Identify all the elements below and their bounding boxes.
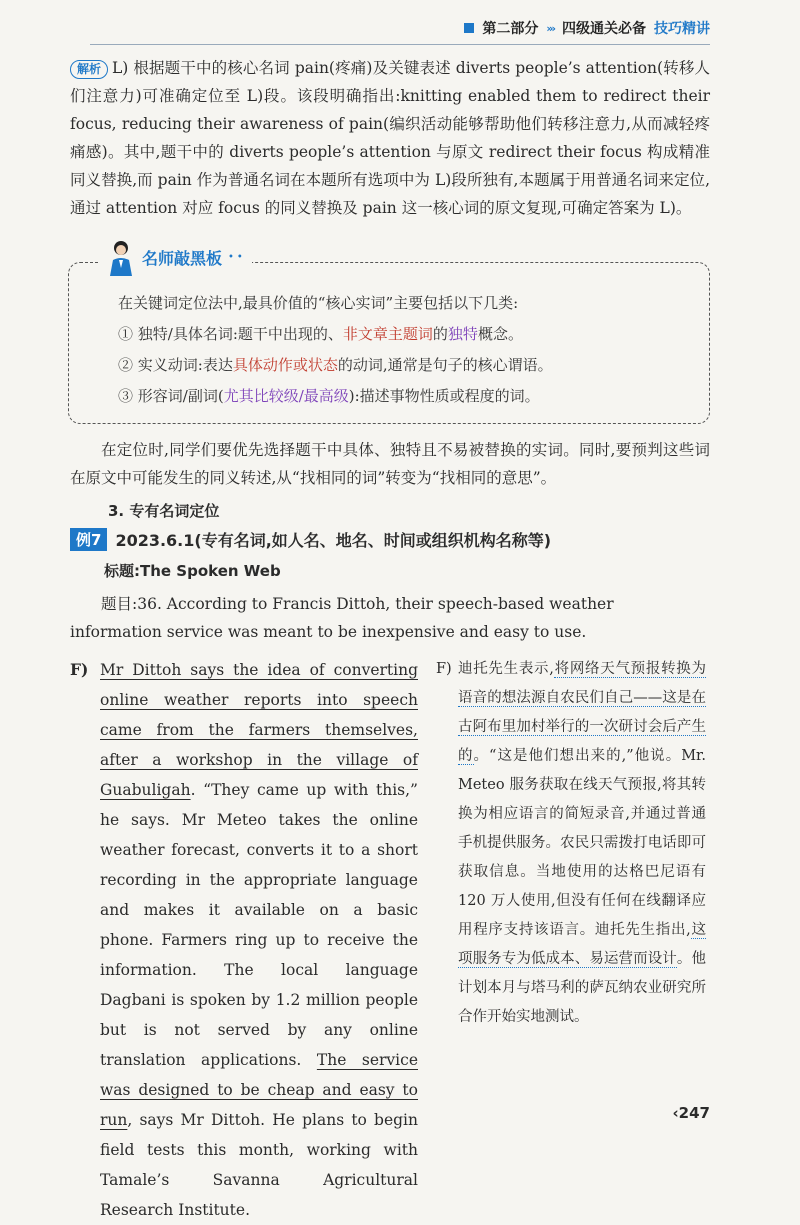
item1-text-3: 概念。 (477, 325, 523, 343)
teacher-avatar-icon (106, 238, 136, 276)
analysis-paragraph (70, 54, 710, 222)
board-title: 名师敲黑板 (142, 248, 223, 268)
board-intro: 在关键词定位法中,最具价值的“核心实词”主要包括以下几类: (118, 294, 519, 312)
header-title: 四级通关必备 (562, 21, 646, 37)
analysis-text: L) 根据题干中的核心名词 pain(疼痛)及关键表述 diverts people’s attention(转移人们注意力)可准确定位至 L)段。该段明确指出:knitting enabled them to redirect their focus, reducing their awareness of pain(编织活动能够帮助他们转移注意力,从而减轻疼痛感)。其中,题干中的 diverts people’s attention 与原文 redirect their focus 构成精准同义替换,而 pain 作为普通名词在本题所有选项中为 L)段所独有,本题属于用普通名词来定位,通过 attention 对应 focus 的同义替换及 pain 这一核心词的原文复现,可确定答案为 L)。 (70, 59, 710, 217)
para-cn-e: 。他计划本月与塔马利的萨瓦纳农业研究所合作开始实地测试。 (458, 951, 706, 1025)
section-heading: 3. 专有名词定位 (108, 502, 220, 520)
item1-text-2: 的 (432, 325, 448, 343)
board-item-3 (118, 385, 540, 406)
item3-text: ③ 形容词/副词( (118, 387, 224, 405)
after-board-paragraph: 在定位时,同学们要优先选择题干中具体、独特且不易被替换的实词。同时,要预判这些词在原文中可能发生的同义转述,从“找相同的词”转变为“找相同的意思”。 (70, 441, 710, 487)
example-text: 2023.6.1(专有名词,如人名、地名、时间或组织机构名称等) (115, 531, 552, 550)
item3-highlight: 尤其比较级/最高级 (223, 387, 349, 405)
para-cn-a: 迪托先生表示, (458, 661, 554, 677)
item2-highlight: 具体动作或状态 (232, 356, 338, 374)
item3-text-2: ):描述事物性质或程度的词。 (348, 387, 540, 405)
running-header (464, 18, 710, 38)
underlined-sentence-2: The service was designed to be cheap and easy to run (100, 1051, 418, 1129)
para-cn-highlight-1: 将网络天气预报转换为语音的想法源自农民们自己——这是在古阿布里加村举行的一次研讨会后产生的 (458, 661, 707, 764)
item1-text: ① 独特/具体名词:题干中出现的、 (118, 325, 343, 343)
square-icon (464, 23, 474, 33)
underlined-sentence-1: Mr Dittoh says the idea of converting online weather reports into speech came from the farmers themselves, after a workshop in the village of Guabuligah (100, 661, 418, 799)
board-item-2 (118, 354, 553, 375)
question-text: 题目:36. According to Francis Dittoh, their speech-based weather information service was meant to be inexpensive and easy to use. (70, 595, 614, 641)
header-title-highlight: 技巧精讲 (654, 21, 710, 37)
para-cn-highlight-2: 这项服务专为低成本、易运营而设计 (458, 922, 707, 967)
english-paragraph (70, 655, 420, 1225)
arrows-icon: ››› (546, 21, 554, 35)
item2-text-2: 的动词,通常是句子的核心谓语。 (337, 356, 553, 374)
para-label-en: F) (70, 660, 89, 679)
header-part: 第二部分 (482, 21, 539, 37)
chinese-paragraph (436, 655, 706, 1032)
para-en-end: , says Mr Dittoh. He plans to begin field tests this month, working with Tamale’s Savanna Agricultural Research Institute. (100, 1111, 418, 1219)
para-cn-c: 。“这是他们想出来的,”他说。Mr. Meteo 服务获取在线天气预报,将其转换为相应语言的简短录音,并通过普通手机提供服务。农民只需拨打电话即可获取信息。当地使用的达格巴尼语有 120 万人使用,但没有任何在线翻译应用程序支持该语言。迪托先生指出, (458, 748, 707, 938)
analysis-tag: 解析 (70, 60, 108, 79)
item1-highlight: 非文章主题词 (342, 325, 433, 343)
item1-highlight-2: 独特 (447, 325, 478, 343)
passage-title: 标题:The Spoken Web (104, 562, 281, 580)
board-header (100, 238, 252, 276)
board-item-1 (118, 323, 523, 344)
board-dots: •• (228, 251, 246, 263)
example-heading (70, 528, 551, 551)
example-label: 例7 (70, 528, 107, 551)
para-label-cn: F) (436, 661, 452, 677)
para-en-middle: . “They came up with this,” he says. Mr Meteo takes the online weather forecast, converts it to a short recording in the appropriate language and makes it available on a basic phone. Farmers ring up to receive the information. The local language Dagbani is spoken by 1.2 million people but is not served by any online translation applications. (100, 781, 418, 1069)
item2-text: ② 实义动词:表达 (118, 356, 233, 374)
header-divider (90, 44, 710, 45)
page-number: ‹247 (672, 1104, 710, 1122)
